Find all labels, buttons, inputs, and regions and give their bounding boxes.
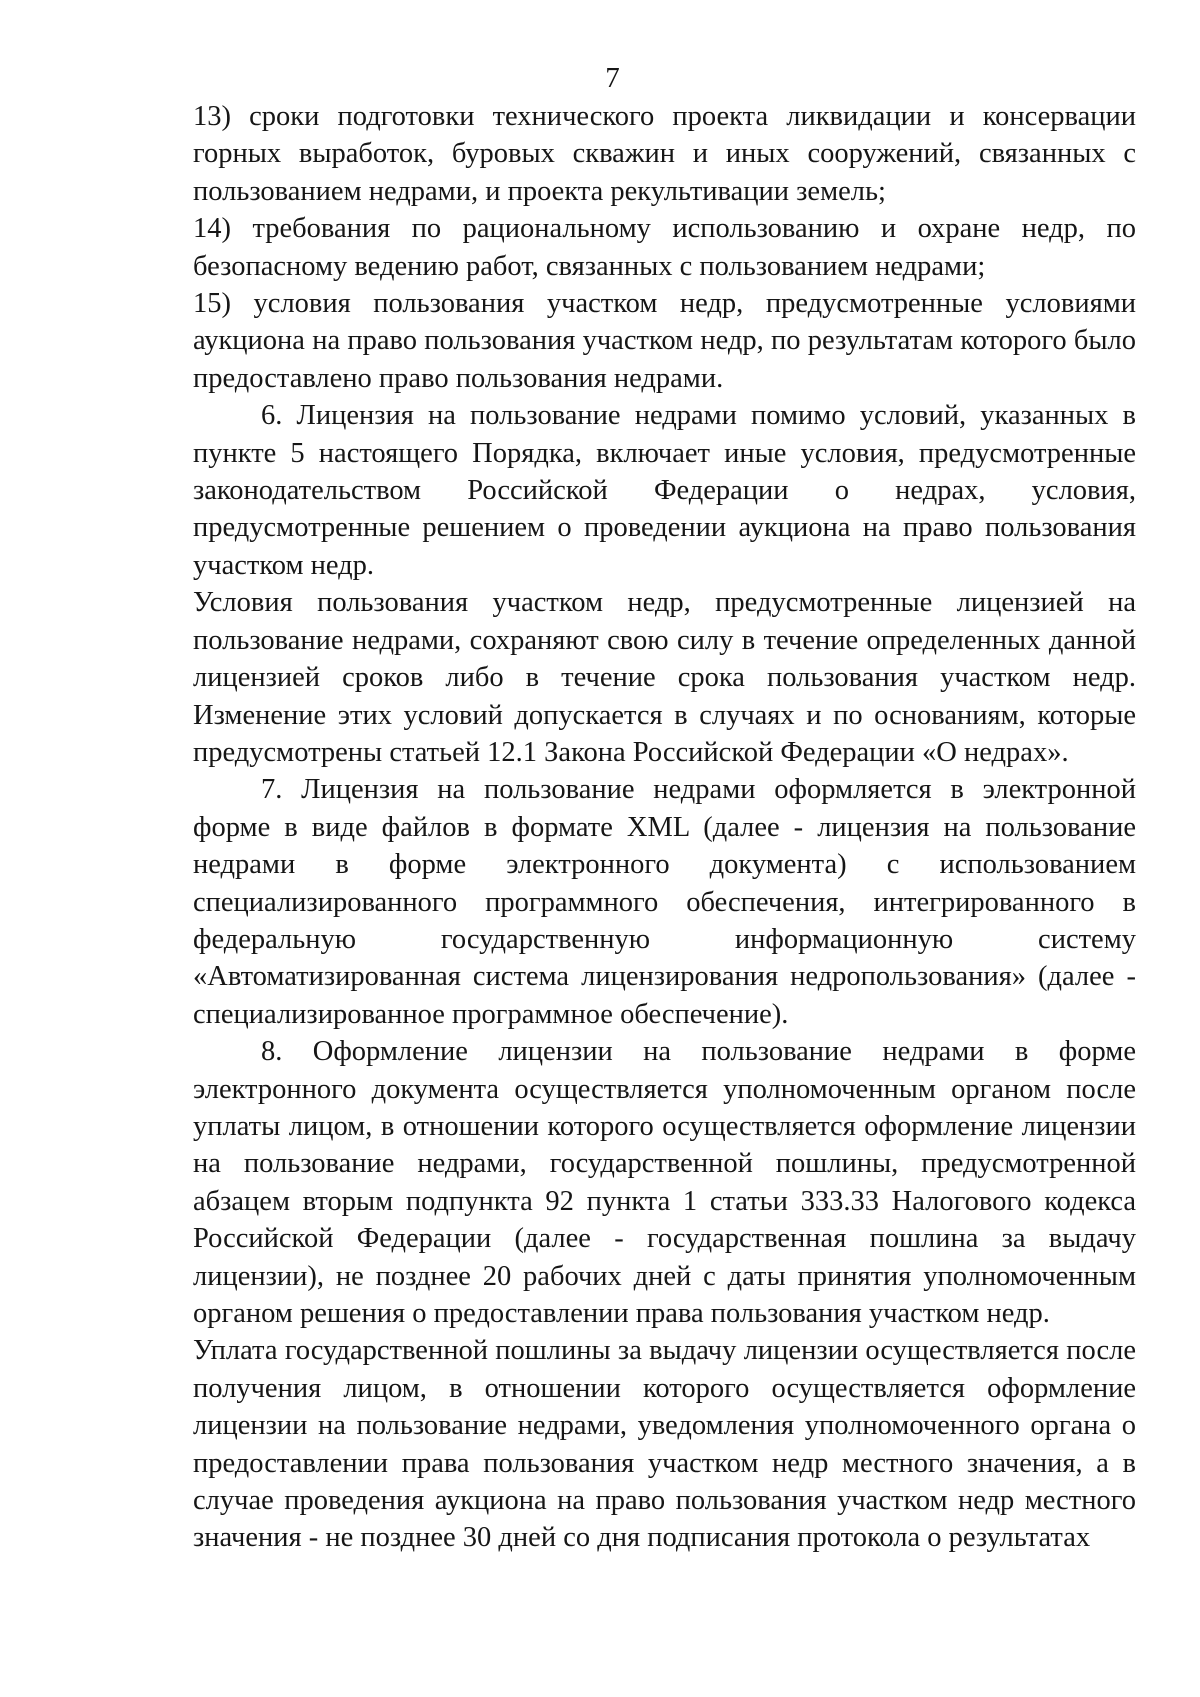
list-item-14: 14) требования по рациональному использованию и охране недр, по безопасному ведению работ, связанных с пользованием недрами; (193, 213, 1136, 282)
page-number: 7 (605, 62, 620, 94)
clause-6-continuation-paragraph: Условия пользования участком недр, предусмотренные лицензией на пользование недрами, сохраняют свою силу в течение определенных данной лицензией сроков либо в течение срока пользования участком недр. Изменение этих условий допускается в случаях и по основаниям, которые предусмотрены статьей 12.1 Закона Российской Федерации «О недрах». (193, 587, 1136, 768)
list-item-13: 13) сроки подготовки технического проекта ликвидации и консервации горных выработок, буровых скважин и иных сооружений, связанных с пользованием недрами, и проекта рекультивации земель; (193, 101, 1136, 207)
clause-7-paragraph: 7. Лицензия на пользование недрами оформляется в электронной форме в виде файлов в формате XML (далее - лицензия на пользование недрами в форме электронного документа) с использованием специализированного программного обеспечения, интегрированного в федеральную государственную информационную систему «Автоматизированная система лицензирования недропользования» (далее - специализированное программное обеспечение). (193, 774, 1136, 1030)
list-item-15: 15) условия пользования участком недр, предусмотренные условиями аукциона на право пользования участком недр, по результатам которого было предоставлено право пользования недрами. (193, 288, 1136, 394)
clause-8-paragraph: 8. Оформление лицензии на пользование недрами в форме электронного документа осуществляется уполномоченным органом после уплаты лицом, в отношении которого осуществляется оформление лицензии на пользование недрами, государственной пошлины, предусмотренной абзацем вторым подпункта 92 пункта 1 статьи 333.33 Налогового кодекса Российской Федерации (далее - государственная пошлина за выдачу лицензии), не позднее 20 рабочих дней с даты принятия уполномоченным органом решения о предоставлении права пользования участком недр. (193, 1036, 1136, 1329)
clause-6-paragraph: 6. Лицензия на пользование недрами помимо условий, указанных в пункте 5 настоящего Порядка, включает иные условия, предусмотренные законодательством Российской Федерации о недрах, условия, предусмотренные решением о проведении аукциона на право пользования участком недр. (193, 400, 1136, 581)
clause-8-continuation-paragraph: Уплата государственной пошлины за выдачу лицензии осуществляется после получения лицом, в отношении которого осуществляется оформление лицензии на пользование недрами, уведомления уполномоченного органа о предоставлении права пользования участком недр местного значения, а в случае проведения аукциона на право пользования участком недр местного значения - не позднее 30 дней со дня подписания протокола о результатах (193, 1335, 1136, 1554)
document-body (193, 98, 1136, 1557)
